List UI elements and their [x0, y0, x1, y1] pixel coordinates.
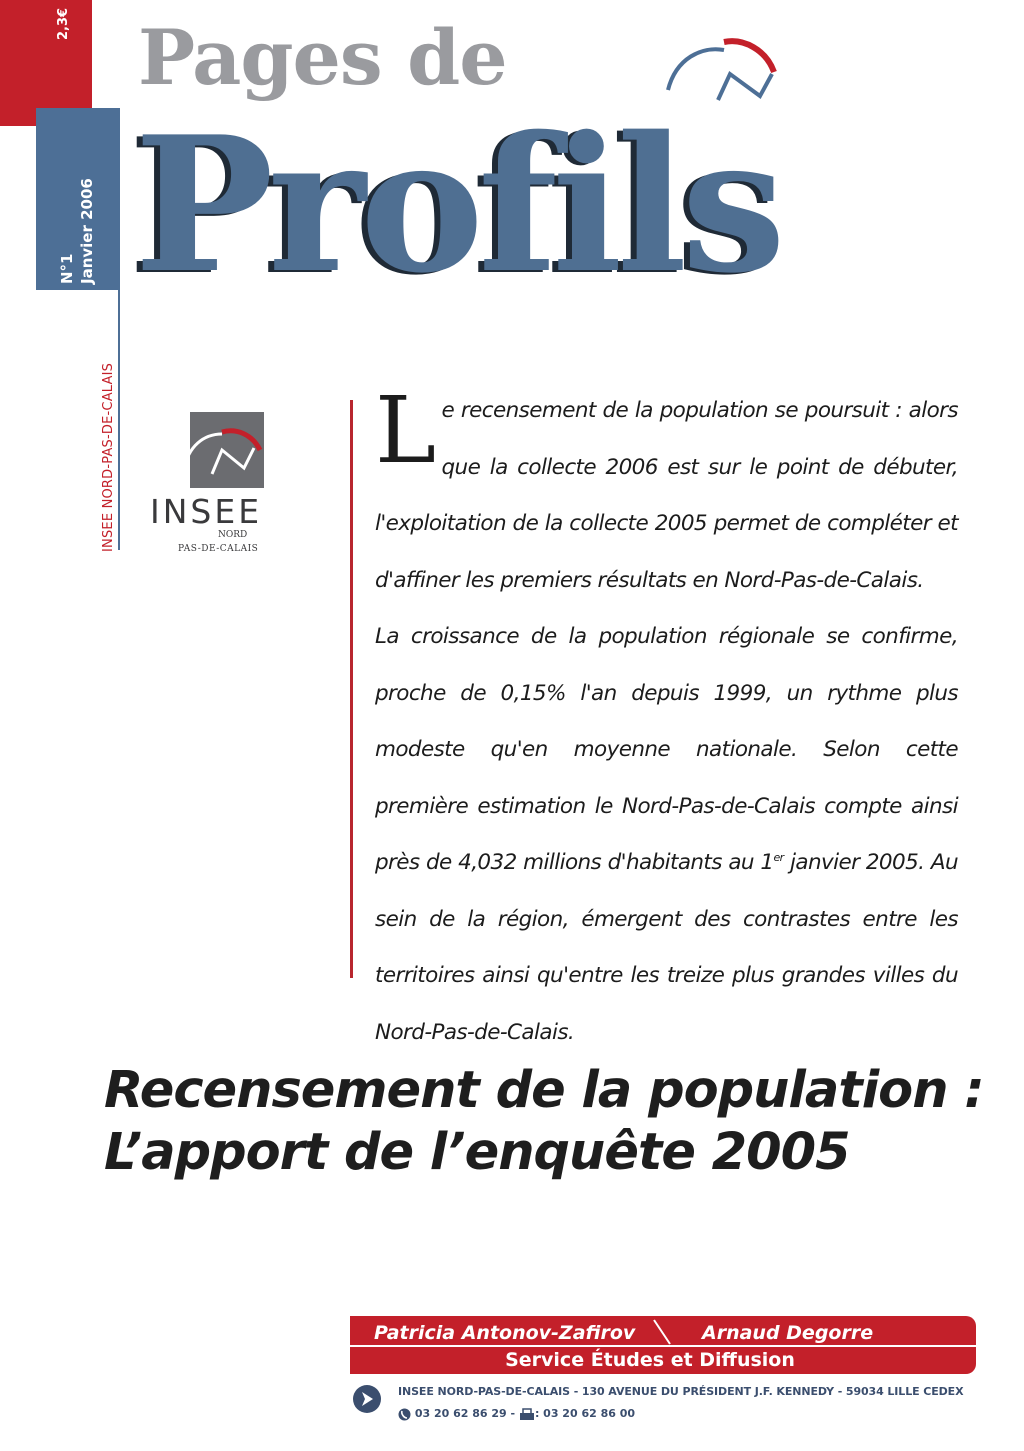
footer-phone: 03 20 62 86 29	[414, 1407, 507, 1420]
issue-number: N°1	[58, 253, 76, 284]
footer-address: INSEE NORD-PAS-DE-CALAIS - 130 AVENUE DU PRÉSIDENT J.F. KENNEDY - 59034 LILLE CEDEX	[398, 1385, 964, 1398]
publisher-vertical-label: INSEE NORD-PAS-DE-CALAIS	[101, 362, 116, 552]
drop-cap: L	[375, 377, 436, 484]
author-2: Arnaud Degorre	[702, 1322, 874, 1344]
intro-paragraph-1-text: e recensement de la population se poursuit : alors que la collecte 2006 est sur le point de débuter, l'exploitation de la collecte 2005 permet de compléter et d'affiner les premiers résultats en Nord-Pas-de-Calais.	[375, 398, 958, 593]
footer-fax: : 03 20 62 86 00	[534, 1407, 636, 1420]
masthead-title: Profils	[134, 95, 780, 314]
fax-icon	[519, 1408, 535, 1421]
intro-paragraph-2-text-b: janvier 2005. Au sein de la région, émergent des contrastes entre les territoires ainsi qu'entre les treize plus grandes villes du Nord-Pas-de-Calais.	[375, 850, 958, 1045]
intro-text	[375, 377, 958, 1061]
insee-logo-icon	[178, 420, 268, 480]
phone-icon	[398, 1408, 411, 1421]
intro-paragraph-2-text-a: La croissance de la population régionale se confirme, proche de 0,15% l'an depuis 1999, un rythme plus modeste qu'en moyenne nationale. Selon cette première estimation le Nord-Pas-de-Calais compte ainsi près de 4,032 millions d'habitants au 1	[375, 624, 958, 875]
insee-logo-name: INSEE	[150, 492, 263, 531]
insee-logo-sub-1: NORD	[218, 530, 248, 540]
service-name: Service Études et Diffusion	[505, 1349, 795, 1371]
insee-logo-sub-2: PAS-DE-CALAIS	[178, 544, 259, 554]
ordinal-superscript: er	[773, 850, 784, 864]
sidebar-rule	[118, 290, 120, 550]
intro-paragraph-2	[375, 609, 958, 1061]
masthead-logo-icon	[662, 28, 782, 108]
arrow-right-icon	[352, 1384, 382, 1414]
intro-rule	[350, 400, 353, 978]
price-label: 2,3€	[56, 7, 71, 40]
intro-paragraph-1	[375, 377, 958, 609]
document-title	[104, 1060, 984, 1184]
author-separator-icon	[650, 1318, 674, 1346]
masthead-subtitle: Pages de	[138, 13, 507, 102]
title-line-2: L’apport de l’enquête 2005	[104, 1123, 850, 1182]
issue-date: Janvier 2006	[78, 178, 96, 284]
footer-separator: -	[506, 1407, 519, 1420]
footer-contact	[398, 1407, 635, 1421]
author-1: Patricia Antonov-Zafirov	[374, 1322, 636, 1344]
title-line-1: Recensement de la population :	[104, 1061, 984, 1120]
